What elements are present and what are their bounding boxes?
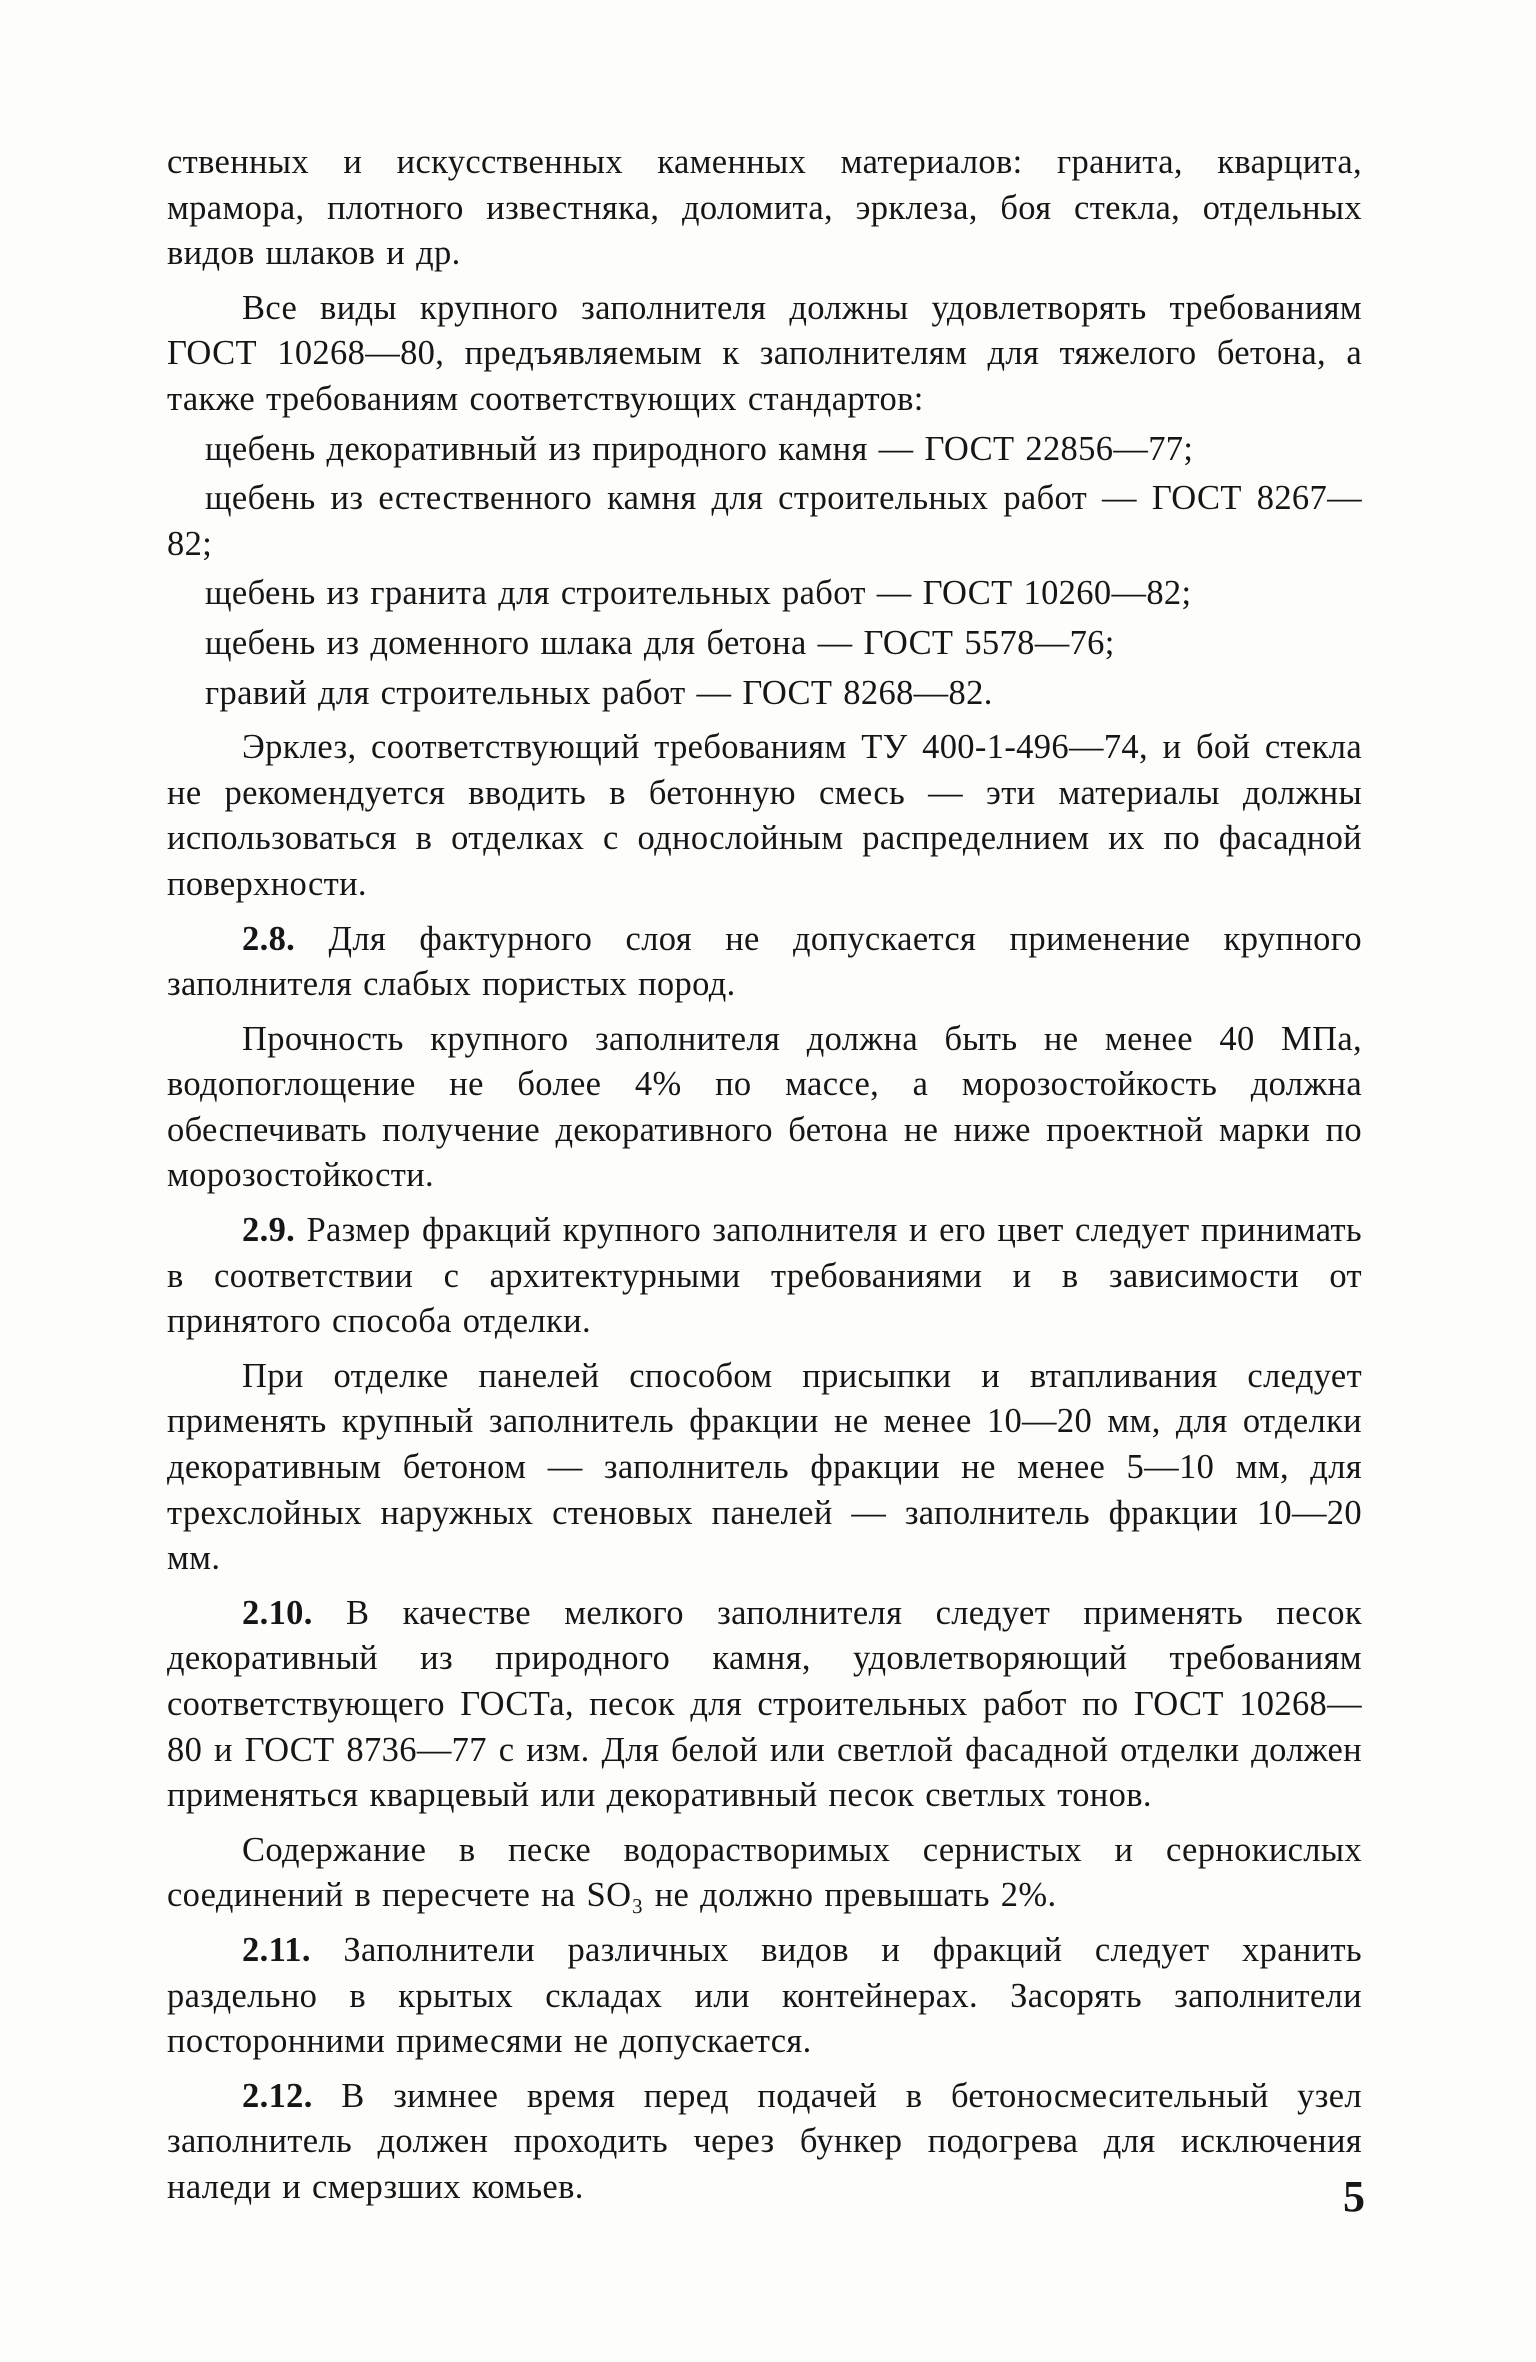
paragraph-requirements: Все виды крупного заполнителя должны удовлетворять требованиям ГОСТ 10268—80, предъявляемым к заполнителям для тяжелого бетона, а также требованиям соответствующих стандартов:: [167, 288, 1362, 418]
section-2-12: [167, 2074, 1362, 2211]
section-text: В зимнее время перед подачей в бетоносмесительный узел заполнитель должен проходить через бункер подогрева для исключения наледи и смерзших комьев.: [167, 2076, 1362, 2206]
section-number: 2.8.: [242, 919, 296, 958]
list-item-gost-8268: гравий для строительных работ — ГОСТ 8268—82.: [205, 673, 993, 712]
section-number: 2.12.: [242, 2076, 313, 2115]
list-item-gost-22856: щебень декоративный из природного камня — ГОСТ 22856—77;: [205, 429, 1194, 468]
section-number: 2.10.: [242, 1593, 313, 1632]
section-text: Размер фракций крупного заполнителя и его цвет следует принимать в соответствии с архитектурными требованиями и в зависимости от принятого способа отделки.: [167, 1211, 1362, 1341]
section-2-11: [167, 1928, 1362, 2065]
section-number: 2.11.: [242, 1930, 311, 1969]
section-number: 2.9.: [242, 1211, 296, 1250]
section-text: Заполнители различных видов и фракций следует хранить раздельно в крытых складах или контейнерах. Засорять заполнители посторонними примесями не допускается.: [167, 1930, 1362, 2061]
body-text: [167, 140, 1362, 2211]
section-2-8: [167, 917, 1362, 1008]
section-2-10: [167, 1591, 1362, 1819]
section-text: Для фактурного слоя не допускается применение крупного заполнителя слабых пористых пород.: [167, 919, 1362, 1004]
section-text: В качестве мелкого заполнителя следует применять песок декоративный из природного камня, удовлетворяющий требованиям соответствующего ГОСТа, песок для строительных работ по ГОСТ 10268—80 и ГОСТ 8736—77 с изм. Для белой или светлой фасадной отделки должен применяться кварцевый или декоративный песок светлых тонов.: [167, 1593, 1362, 1815]
paragraph-fractions: При отделке панелей способом присыпки и втапливания следует применять крупный заполнитель фракции не менее 10—20 мм, для отделки декоративным бетоном — заполнитель фракции не менее 5—10 мм, для трехслойных наружных стеновых панелей — заполнитель фракции 10—20 мм.: [167, 1356, 1362, 1578]
paragraph-sulfur-content: Содержание в песке водорастворимых сернистых и сернокислых соединений в пересчете на SO₃ не должно превышать 2%.: [167, 1830, 1362, 1915]
list-item-gost-10260: щебень из гранита для строительных работ — ГОСТ 10260—82;: [205, 574, 1192, 613]
paragraph-erklez: Эрклез, соответствующий требованиям ТУ 400-1-496—74, и бой стекла не рекомендуется вводить в бетонную смесь — эти материалы должны использоваться в отделках с однослойным распределнием их по фасадной поверхности.: [167, 728, 1362, 903]
list-item-gost-5578: щебень из доменного шлака для бетона — ГОСТ 5578—76;: [205, 623, 1115, 662]
paragraph-continuation: ственных и искусственных каменных материалов: гранита, кварцита, мрамора, плотного известняка, доломита, эрклеза, боя стекла, отдельных видов шлаков и др.: [167, 143, 1362, 273]
list-item-gost-8267: щебень из естественного камня для строительных работ — ГОСТ 8267—82;: [167, 479, 1362, 563]
paragraph-strength: Прочность крупного заполнителя должна быть не менее 40 МПа, водопоглощение не более 4% по массе, а морозостойкость должна обеспечивать получение декоративного бетона не ниже проектной марки по морозостойкости.: [167, 1019, 1362, 1195]
page-number: 5: [1343, 2172, 1365, 2221]
section-2-9: [167, 1208, 1362, 1345]
